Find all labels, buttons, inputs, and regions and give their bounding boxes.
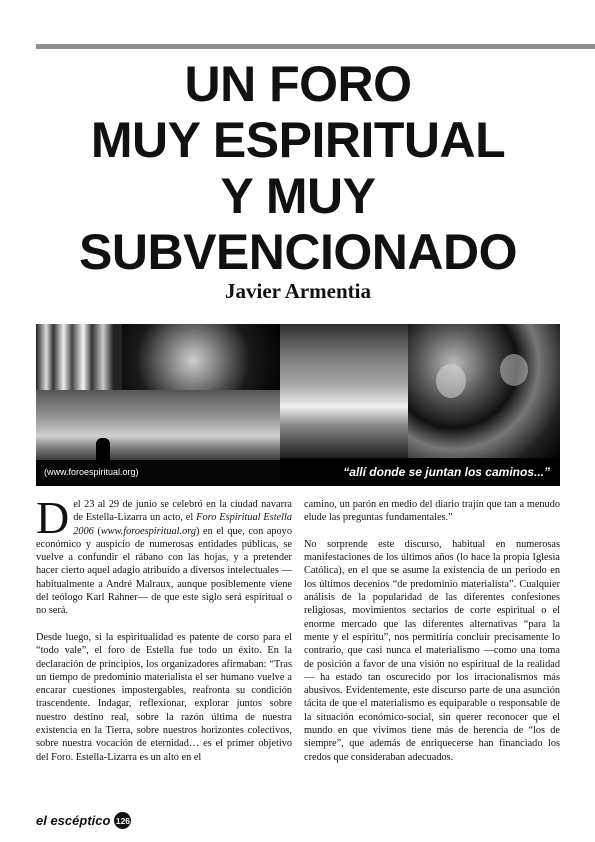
crowd-person [436,364,466,398]
candles-photo [36,324,122,390]
paragraph-text: el 23 al 29 de junio se celebró en la ciudad navarra de Estella-Lizarra un acto, el [73,499,292,524]
pilgrim-figure [96,438,110,468]
clouds-photo [280,324,408,458]
right-column [304,498,560,777]
image-credit: (www.foroespiritual.org) [44,467,139,477]
paragraph [36,492,292,618]
magazine-name: el escéptico [36,813,111,828]
drop-cap: D [36,492,70,543]
paragraph: camino, un parón en medio del diario trajín que tan a menudo elude las preguntas fundamentales.” [304,499,560,524]
photo-collage [36,324,560,486]
paragraph-text: ) en el que, con apoyo económico y auspicio de numerosas entidades públicas, se vuelve a confundir el rábano con las hojas, y a pretender hacer cierto aquel adagio atribuído a diversos intelectuales —habitualmente a André Malraux, aunque posiblemente viene del teólogo Karl Rahner— de que este siglo será espiritual o no será. [36,525,292,617]
article-title [36,56,560,280]
title-line-2: MUY ESPIRITUAL [90,112,506,168]
title-line-3: Y MUY [220,168,376,224]
forum-url: www.foroespiritual.org [100,525,197,537]
crowd-person [500,354,528,386]
paragraph-text: ( [93,525,101,537]
crowd-photo [408,324,560,458]
left-column [36,492,292,777]
hands-globe-photo [122,324,280,390]
title-line-4: SUBVENCIONADO [79,224,517,280]
forum-name: Foro Espiritual Estella 2006 [73,512,292,537]
page-footer [36,812,131,829]
paragraph: No sorprende este discurso, habitual en numerosas manifestaciones de los últimos años (lo hace la propia Iglesia Católica), en el que se asume la existencia de un periodo en los últimos decenios “de predominio materialista”. Cualquier análisis de la popularidad de las diferentes confesiones religiosas, movimientos sectarios de corte espiritual o el enorme mercado que las diferentes alternativas “para la mente y el espíritu”, nos permitiría concluir precisamente lo contrario, que casi nunca el materialismo —como una toma de posición a favor de una visión no espiritual de la realidad— ha estado tan oscurecido por los irracionalismos más abusivos. Evidentemente, este discurso parte de una asunción tácita de que el materialismo es equiparable o responsable de la situación económico-social, sin querer reconocer que el mundo en que vivimos tiene más de herencia de “los de siempre”, que además de enriquecerse han financiado los credos que consideraban adecuados. [304,538,560,763]
title-line-1: UN FORO [184,56,412,112]
image-caption: “allí donde se juntan los caminos...” [343,465,550,479]
author-byline: Javier Armentia [225,279,371,303]
paragraph: Desde luego, si la espiritualidad es patente de corso para el “todo vale”, el foro de Estella fue todo un éxito. En la declaración de principios, los organizadores afirmaban: “Tras un tiempo de predominio materialista el ser humano vuelve a encarar cuestiones impostergables, reafronta su condición trascendente. Indagar, reflexionar, explorar juntos sobre nuestro destino real, sobre la razón última de nuestra existencia en la Tierra, sobre nuestros horizontes colectivos, sobre nuestra vocación de eternidad… es el primer objetivo del Foro. Estella-Lizarra es un alto en el [36,631,292,763]
top-rule [36,44,595,49]
page-number: 126 [114,812,131,829]
